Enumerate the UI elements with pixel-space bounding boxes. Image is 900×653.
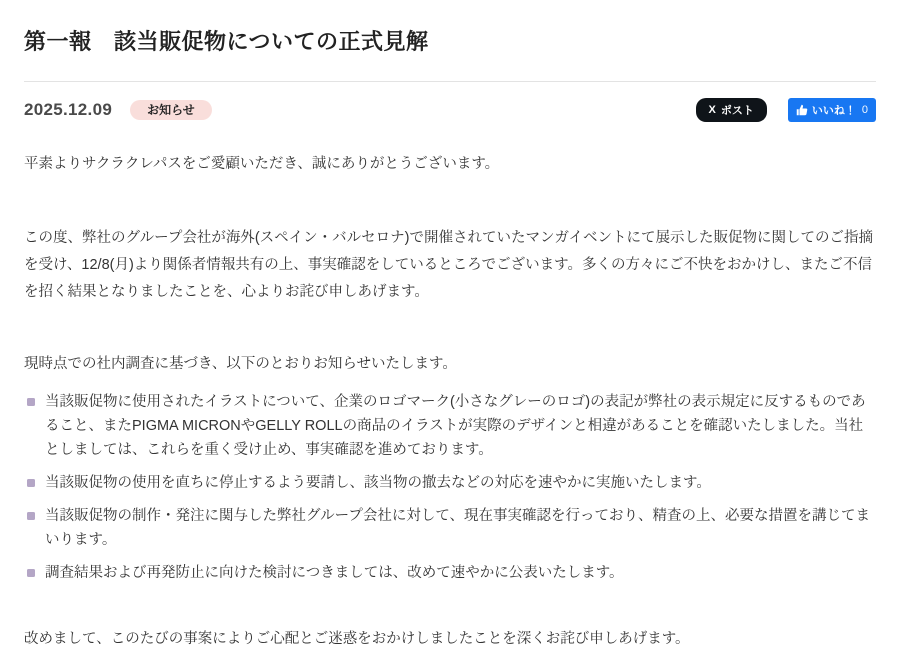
- thumbs-up-icon: [796, 104, 808, 116]
- bullet-square-icon: [27, 569, 35, 577]
- finding-list-item: [24, 561, 876, 585]
- report-paragraph: この度、弊社のグループ会社が海外(スペイン・バルセロナ)で開催されていたマンガイベントにて展示した販促物に関してのご指摘を受け、12/8(月)より関係者情報共有の上、事実確認をしているところでございます。多くの方々にご不快をおかけし、またご不信を招く結果となりましたことを、心よりお詫び申しあげます。: [24, 230, 874, 300]
- x-post-label: ポスト: [720, 105, 754, 117]
- finding-list-item: [24, 504, 876, 552]
- finding-list-item: [24, 471, 876, 495]
- finding-list-item: [24, 390, 876, 462]
- bullet-square-icon: [27, 479, 35, 487]
- x-logo-icon: X: [708, 104, 716, 116]
- like-label: いいね！: [811, 105, 856, 117]
- facebook-like-button[interactable]: [788, 98, 876, 122]
- meta-row: [24, 99, 876, 121]
- like-count: 0: [861, 104, 868, 116]
- page-title: 第一報 該当販促物についての正式見解: [24, 29, 429, 54]
- bullet-square-icon: [27, 398, 35, 406]
- title-divider: [24, 81, 876, 82]
- finding-text: 当該販促物の制作・発注に関与した弊社グループ会社に対して、現在事実確認を行っており、精査の上、必要な措置を講じてまいります。: [45, 508, 871, 548]
- share-buttons: [696, 98, 876, 122]
- findings-list: [24, 390, 876, 585]
- publish-date: 2025.12.09: [24, 100, 113, 119]
- bullet-square-icon: [27, 512, 35, 520]
- category-badge: お知らせ: [130, 100, 212, 120]
- finding-text: 当該販促物に使用されたイラストについて、企業のロゴマーク(小さなグレーのロゴ)の表記が弊社の表示規定に反するものであること、またPIGMA MICRONやGELLY ROLLの商品のイラストが実際のデザインと相違があることを確認いたしました。当社としましては、これらを重く受け止め、事実確認を進めております。: [45, 394, 866, 458]
- notice-intro-paragraph: 現時点での社内調査に基づき、以下のとおりお知らせいたします。: [24, 356, 457, 372]
- finding-text: 当該販促物の使用を直ちに停止するよう要請し、該当物の撤去などの対応を速やかに実施いたします。: [45, 475, 711, 491]
- closing-paragraph: 改めまして、このたびの事案によりご心配とご迷惑をおかけしましたことを深くお詫び申しあげます。: [24, 631, 690, 647]
- greeting-paragraph: 平素よりサクラクレパスをご愛顧いただき、誠にありがとうございます。: [24, 156, 500, 172]
- x-post-button[interactable]: [696, 98, 767, 122]
- article-page: [0, 28, 900, 653]
- finding-text: 調査結果および再発防止に向けた検討につきましては、改めて速やかに公表いたします。: [45, 565, 624, 581]
